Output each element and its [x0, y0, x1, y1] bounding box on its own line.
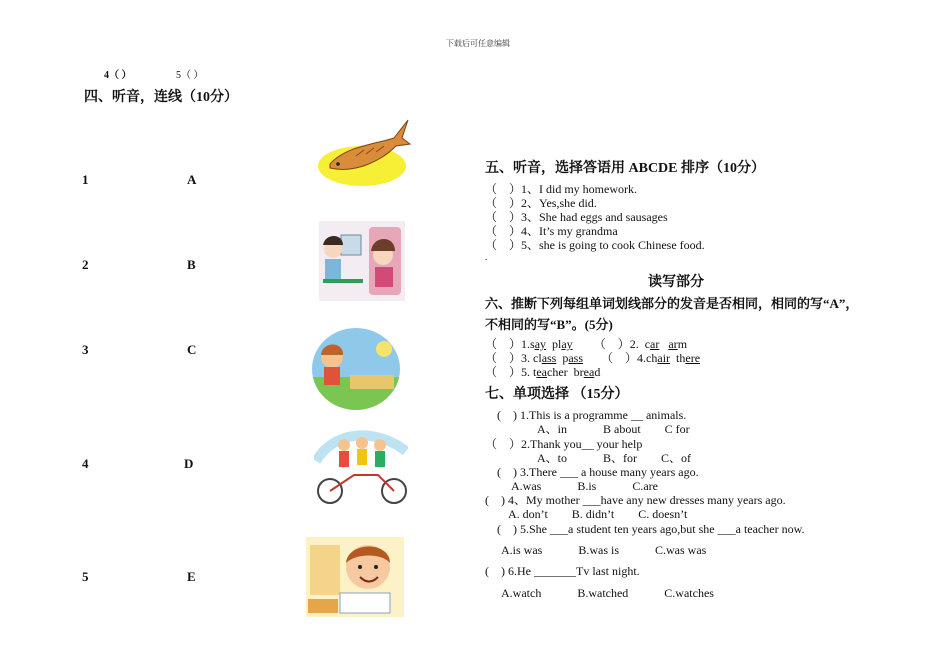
section4-title: 四、听音，连线（10分）: [84, 90, 238, 105]
word-say: say: [530, 337, 547, 351]
section6-title-line2: 不相同的写“B”。(5分): [485, 317, 613, 332]
match-number-5: 5: [82, 569, 89, 584]
word-arm: arm: [668, 337, 688, 351]
reading-section-title: 读写部分: [648, 275, 704, 290]
q1-text: ( ) 1.This is a programme __ animals.: [497, 408, 687, 422]
word-car: car: [644, 337, 660, 351]
word-class: class: [533, 351, 557, 365]
q5-text: ( ) 5.She ___a student ten years ago,but she ___a teacher now.: [497, 522, 805, 536]
q3-text: ( ) 3.There ___ a house many years ago.: [497, 465, 699, 479]
q6-text: ( ) 6.He _______Tv last night.: [485, 564, 640, 578]
bicycle-picture: [314, 421, 408, 505]
match-letter-c: C: [187, 342, 197, 357]
word-chair: chair: [646, 351, 671, 365]
word-bread: bread: [573, 365, 601, 379]
q2-options: A、to B、for C、of: [537, 451, 691, 465]
match-letter-d: D: [184, 456, 194, 471]
blank-4: （ ）4.: [601, 351, 647, 365]
match-number-3: 3: [82, 342, 89, 357]
blank-2: （ ）2.: [593, 337, 639, 351]
top-item-4: 4（ ）: [104, 70, 132, 81]
match-letter-a: A: [187, 172, 197, 187]
section5-title: 五、听音，选择答语用 ABCDE 排序（10分）: [485, 161, 766, 176]
match-letter-b: B: [187, 257, 196, 272]
word-play: play: [552, 337, 573, 351]
section6-row-3: [485, 363, 600, 380]
match-number-2: 2: [82, 257, 89, 272]
boy-classroom-picture: [306, 537, 404, 617]
boy-park-picture: [310, 327, 402, 411]
section6-title-line1: 六、推断下列每组单词划线部分的发音是否相同，相同的写“A”，: [485, 296, 859, 311]
page-header-note: 下载后可任意编辑: [446, 39, 510, 48]
section5-item-1: （ ）1、I did my homework.: [485, 182, 637, 196]
match-number-4: 4: [82, 456, 89, 471]
q2-text: （ ）2.Thank you__ your help: [485, 437, 643, 451]
word-there: there: [676, 351, 701, 365]
q6-options: A.watch B.watched C.watches: [501, 586, 714, 600]
q4-options: A. don’t B. didn’t C. doesn’t: [508, 507, 688, 521]
section7-title: 七、单项选择 （15分）: [485, 387, 629, 402]
kids-computer-picture: [319, 221, 405, 301]
section5-item-3: （ ）3、She had eggs and sausages: [485, 210, 668, 224]
q3-options: A.was B.is C.are: [511, 479, 658, 493]
section5-item-4: （ ）4、It’s my grandma: [485, 224, 618, 238]
section5-dot: .: [485, 252, 488, 262]
word-pass: pass: [562, 351, 584, 365]
q4-text: ( ) 4、My mother ___have any new dresses many years ago.: [485, 493, 786, 507]
word-teacher: teacher: [533, 365, 568, 379]
blank-5: （ ）5.: [485, 365, 531, 379]
section5-item-5: （ ）5、she is going to cook Chinese food.: [485, 238, 705, 252]
q1-options: A、in B about C for: [537, 422, 690, 436]
blank-3: （ ）3.: [485, 351, 531, 365]
match-number-1: 1: [82, 172, 89, 187]
blank-1: （ ）1.: [485, 337, 531, 351]
fish-picture: [316, 116, 412, 190]
section5-item-2: （ ）2、Yes,she did.: [485, 196, 597, 210]
match-letter-e: E: [187, 569, 196, 584]
top-item-5: 5（ ）: [176, 70, 204, 81]
q5-options: A.is was B.was is C.was was: [501, 543, 707, 557]
